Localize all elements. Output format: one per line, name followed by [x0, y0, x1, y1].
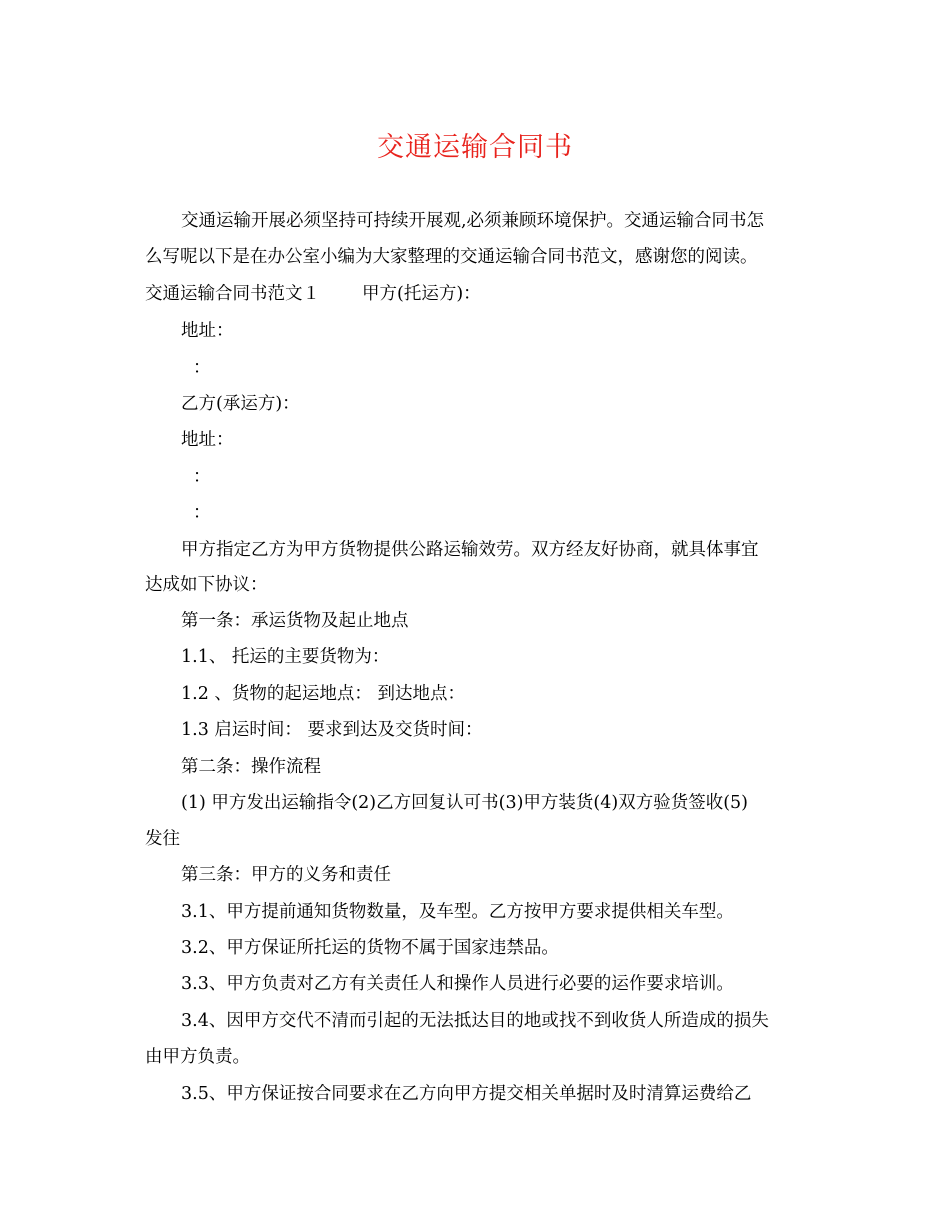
article-2-heading: 第二条：操作流程 — [181, 757, 321, 777]
party-a-label: 甲方(托运方)： — [362, 284, 481, 304]
agreement-line-2: 达成如下协议： — [145, 575, 268, 595]
process-line-1: (1) 甲方发出运输指令(2)乙方回复认可书(3)甲方装货(4)双方验货签收(5) — [181, 793, 749, 813]
agreement-line-1: 甲方指定乙方为甲方货物提供公路运输效劳。双方经友好协商，就具体事宜 — [181, 540, 759, 560]
item-3-4-line-1: 3.4、因甲方交代不清而引起的无法抵达目的地或找不到收货人所造成的损失 — [181, 1011, 769, 1031]
intro-line-1: 交通运输开展必须坚持可持续开展观,必须兼顾环境保护。交通运输合同书怎 — [181, 211, 765, 231]
item-1-2: 1.2 、货物的起运地点： 到达地点： — [181, 684, 465, 704]
process-line-2: 发往 — [145, 829, 180, 849]
party-b-address-label: 地址： — [181, 430, 234, 450]
item-3-5-line-1: 3.5、甲方保证按合同要求在乙方向甲方提交相关单据时及时清算运费给乙 — [181, 1084, 752, 1104]
party-a-address-label: 地址： — [181, 321, 234, 341]
item-1-3: 1.3 启运时间： 要求到达及交货时间： — [181, 720, 483, 740]
party-b-colon-field-2: ： — [193, 503, 211, 523]
sample-heading: 交通运输合同书范文１ — [145, 284, 320, 304]
intro-line-2: 么写呢以下是在办公室小编为大家整理的交通运输合同书范文，感谢您的阅读。 — [145, 247, 758, 267]
article-3-heading: 第三条：甲方的义务和责任 — [181, 865, 391, 885]
party-b-colon-field-1: ： — [193, 467, 211, 487]
document-title: 交通运输合同书 — [377, 132, 573, 163]
item-3-1: 3.1、甲方提前通知货物数量，及车型。乙方按甲方要求提供相关车型。 — [181, 902, 734, 922]
item-3-3: 3.3、甲方负责对乙方有关责任人和操作人员进行必要的运作要求培训。 — [181, 974, 734, 994]
item-3-2: 3.2、甲方保证所托运的货物不属于国家违禁品。 — [181, 938, 559, 958]
party-a-colon-field: ： — [193, 358, 211, 378]
party-b-label: 乙方(承运方)： — [181, 394, 300, 414]
item-3-4-line-2: 由甲方负责。 — [145, 1047, 250, 1067]
item-1-1: 1.1、 托运的主要货物为： — [181, 647, 390, 667]
article-1-heading: 第一条：承运货物及起止地点 — [181, 611, 409, 631]
